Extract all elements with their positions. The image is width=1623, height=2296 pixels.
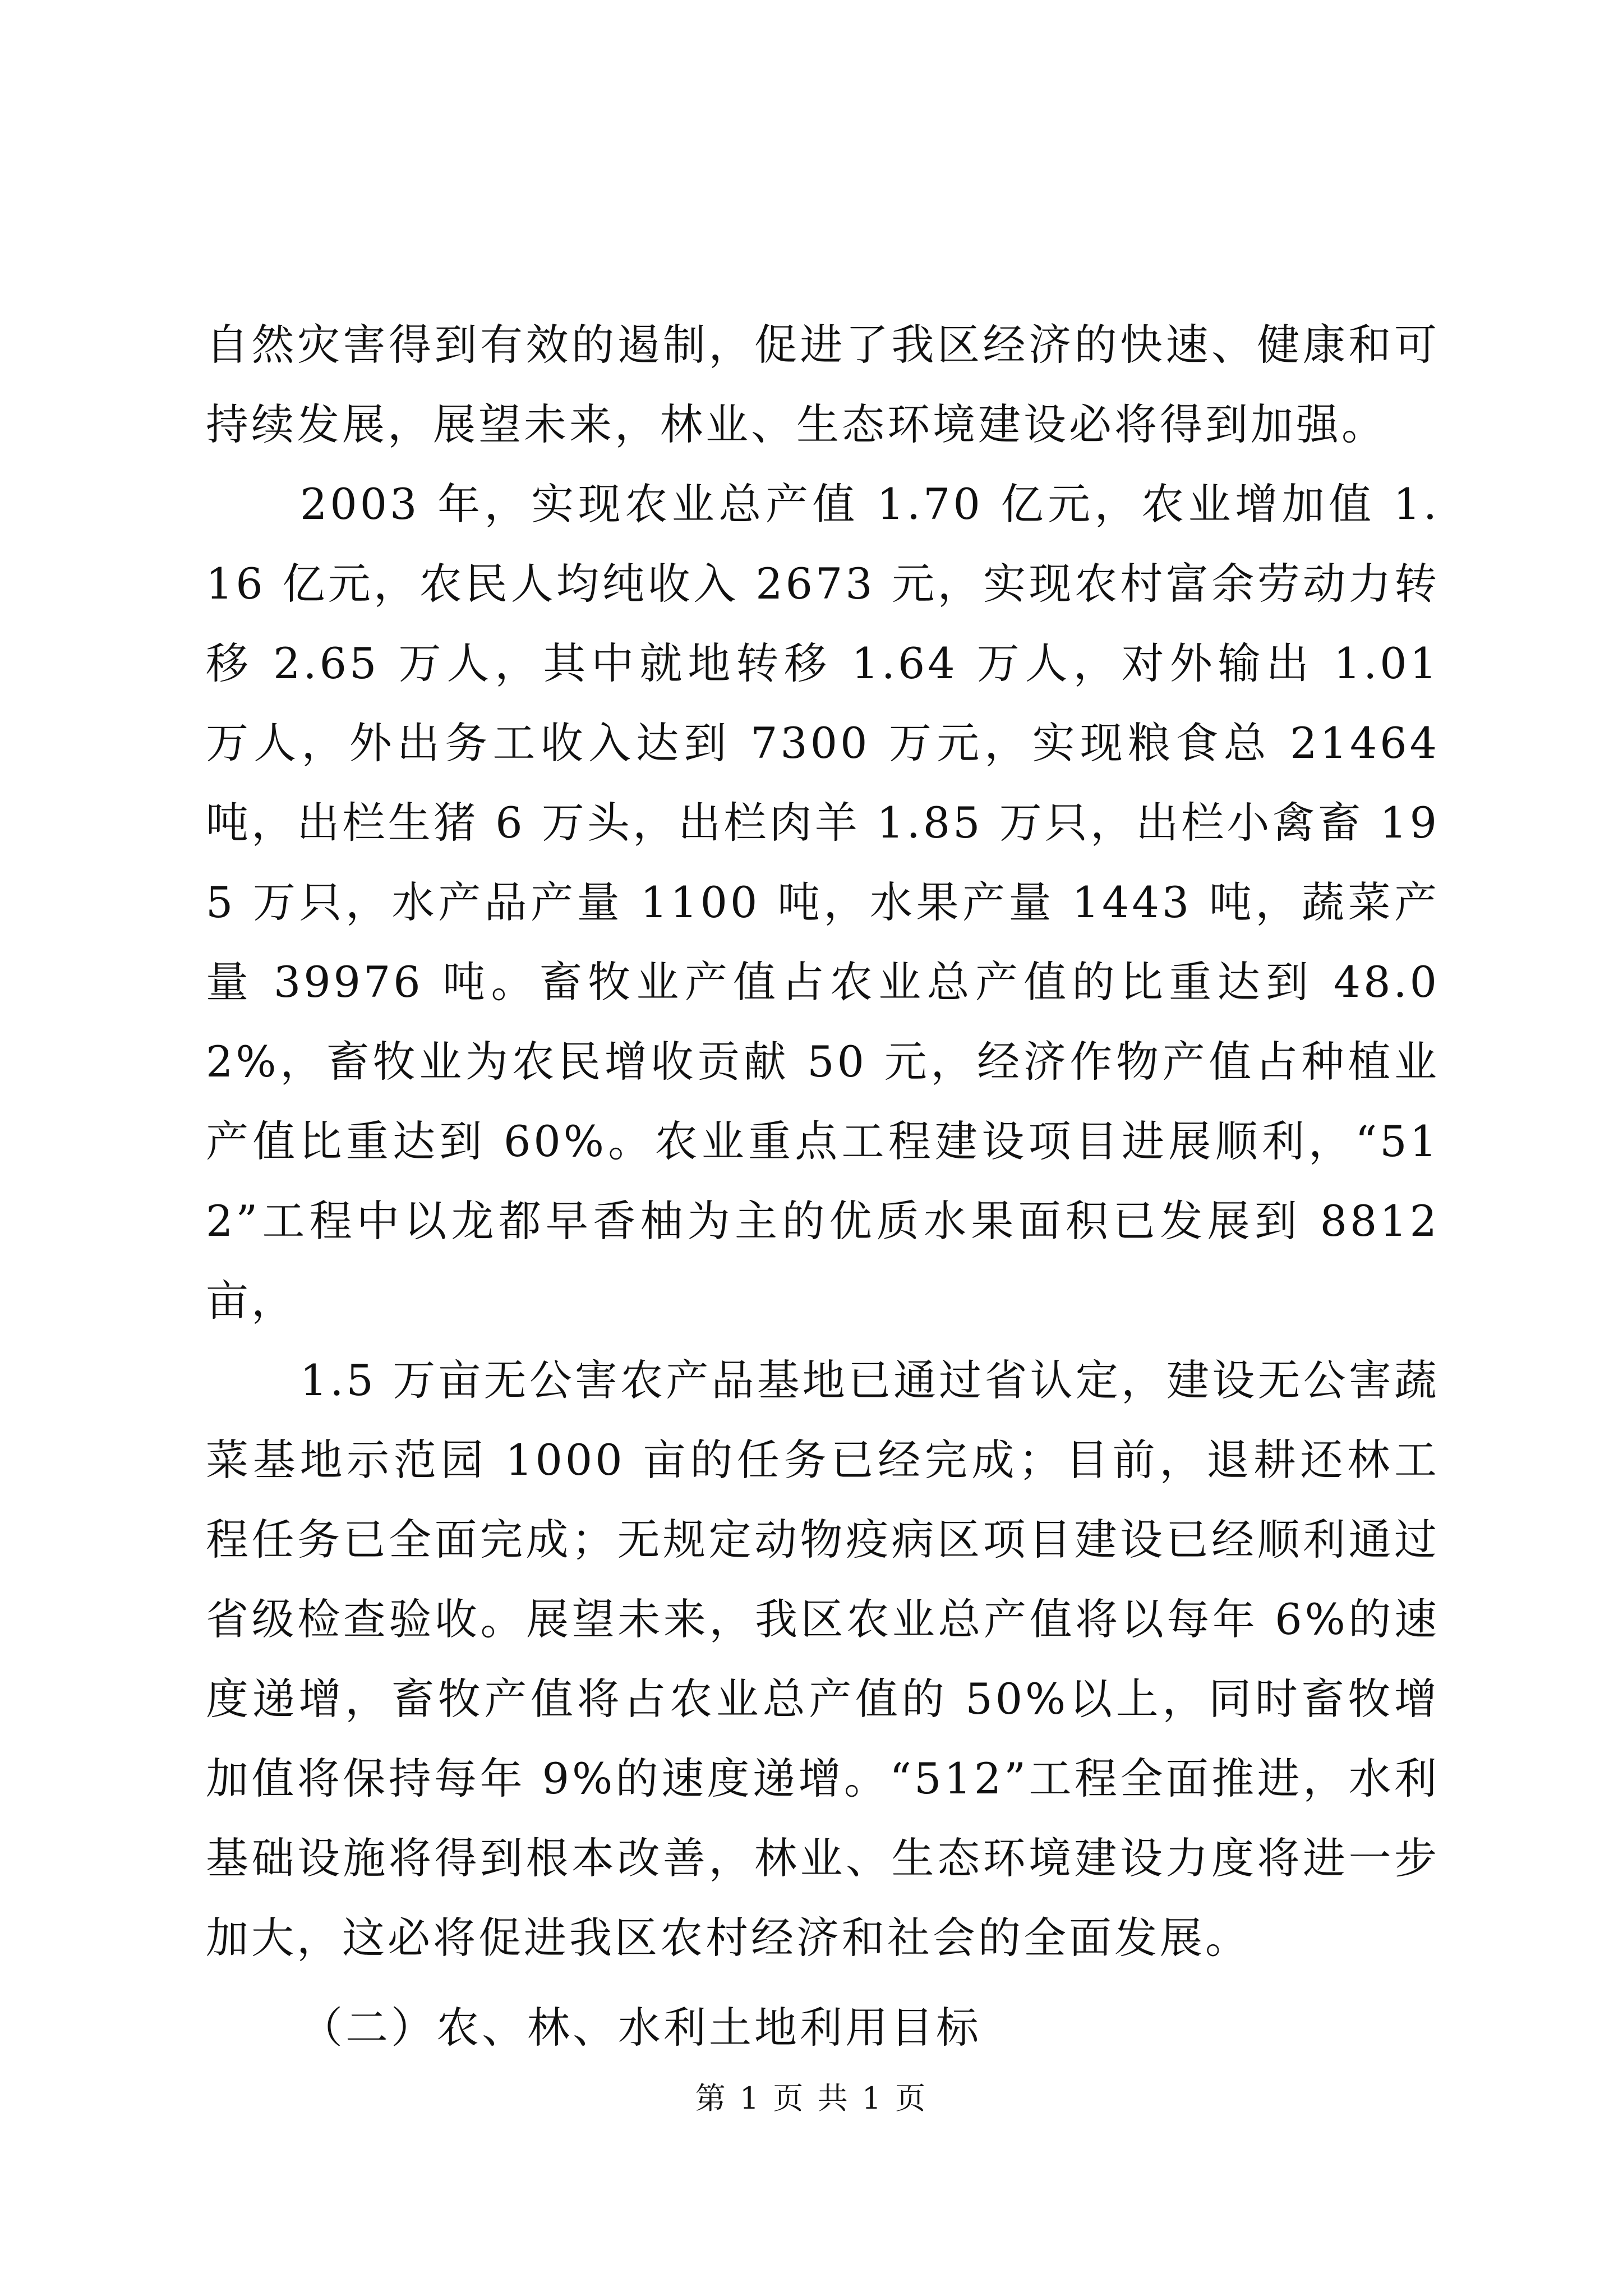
document-body xyxy=(206,305,1440,2068)
paragraph-outlook: 1.5 万亩无公害农产品基地已通过省认定，建设无公害蔬菜基地示范园 1000 亩的任务已经完成；目前，退耕还林工程任务已全面完成；无规定动物疫病区项目建设已经顺利通过省级检查验收。展望未来，我区农业总产值将以每年 6%的速度递增，畜牧产值将占农业总产值的 50%以上，同时畜牧增加值将保持每年 9%的速度递增。“512”工程全面推进，水利基础设施将得到根本改善，林业、生态环境建设力度将进一步加大，这必将促进我区农村经济和社会的全面发展。 xyxy=(206,1355,1440,1963)
page-footer: 第 1 页 共 1 页 xyxy=(695,2081,928,2116)
paragraph-continuation: 自然灾害得到有效的遏制，促进了我区经济的快速、健康和可持续发展，展望未来，林业、生态环境建设必将得到加强。 xyxy=(206,320,1440,449)
paragraph-statistics-2003: 2003 年，实现农业总产值 1.70 亿元，农业增加值 1.16 亿元，农民人均纯收入 2673 元，实现农村富余劳动力转移 2.65 万人，其中就地转移 1.64 万人，对外输出 1.01 万人，外出务工收入达到 7300 万元，实现粮食总 21464 吨，出栏生猪 6 万头，出栏肉羊 1.85 万只，出栏小禽畜 195 万只，水产品产量 1100 吨，水果产量 1443 吨，蔬菜产量 39976 吨。畜牧业产值占农业总产值的比重达到 48.02%，畜牧业为农民增收贡献 50 元，经济作物产值占种植业产值比重达到 60%。农业重点工程建设项目进展顺利，“512”工程中以龙都早香柚为主的优质水果面积已发展到 8812 亩， xyxy=(206,479,1440,1326)
section-heading: （二）农、林、水利土地利用目标 xyxy=(300,2003,981,2053)
